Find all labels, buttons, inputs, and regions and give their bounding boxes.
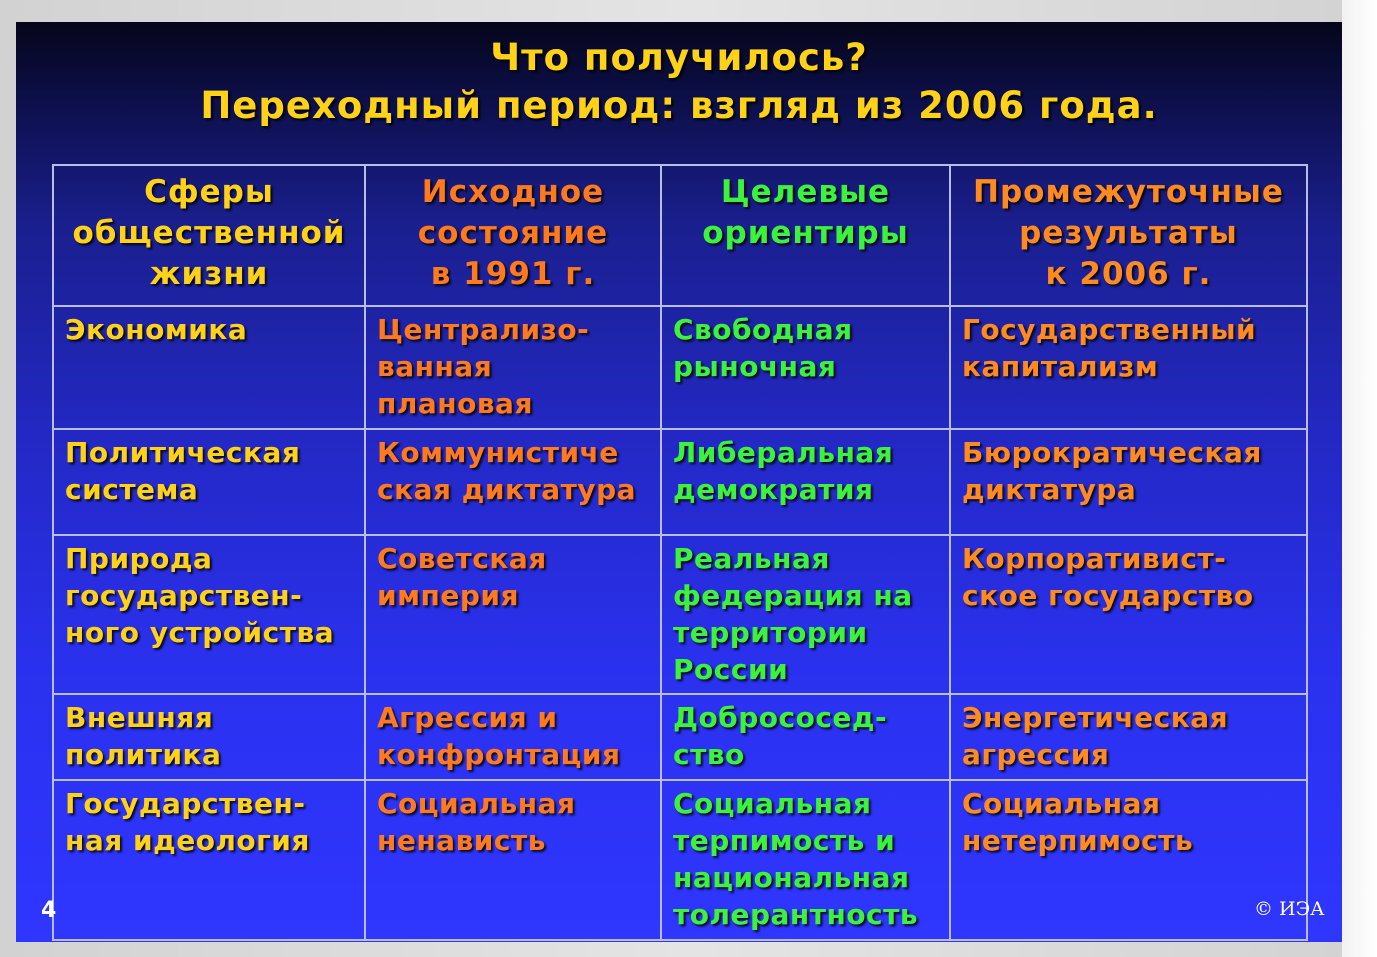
cell-initial: Коммунистиче ская диктатура	[365, 429, 661, 535]
row-label-state-structure: Природа государствен- ного устройства	[53, 535, 365, 694]
cell-target: Свободная рыночная	[661, 306, 950, 429]
slide	[16, 22, 1342, 942]
cell-target: Добрососед- ство	[661, 694, 950, 780]
cell-target: Либеральная демократия	[661, 429, 950, 535]
table-row	[53, 694, 1307, 780]
cell-initial: Социальная ненависть	[365, 780, 661, 940]
cell-result: Бюрократическая диктатура	[950, 429, 1307, 535]
table-header-row	[53, 165, 1307, 306]
row-label-economy: Экономика	[53, 306, 365, 429]
slide-title: Что получилось?	[490, 36, 868, 79]
cell-initial: Централизо- ванная плановая	[365, 306, 661, 429]
row-label-foreign-policy: Внешняя политика	[53, 694, 365, 780]
cell-result: Корпоративист- ское государство	[950, 535, 1307, 694]
cell-target: Социальная терпимость и национальная толерантность	[661, 780, 950, 940]
window-edge	[1342, 0, 1377, 957]
table-row	[53, 429, 1307, 535]
table-row	[53, 306, 1307, 429]
slide-subtitle: Переходный период: взгляд из 2006 года.	[200, 84, 1158, 127]
table-row	[53, 780, 1307, 940]
row-label-political-system: Политическая система	[53, 429, 365, 535]
header-target-goals: Целевые ориентиры	[661, 165, 950, 306]
cell-target: Реальная федерация на территории России	[661, 535, 950, 694]
table-row	[53, 535, 1307, 694]
cell-initial: Агрессия и конфронтация	[365, 694, 661, 780]
header-spheres: Сферы общественной жизни	[53, 165, 365, 306]
copyright-notice: © ИЭА	[1254, 898, 1325, 920]
slide-number: 4	[41, 898, 57, 923]
cell-result: Государственный капитализм	[950, 306, 1307, 429]
cell-result: Социальная нетерпимость	[950, 780, 1307, 940]
cell-initial: Советская империя	[365, 535, 661, 694]
row-label-state-ideology: Государствен- ная идеология	[53, 780, 365, 940]
header-intermediate-results: Промежуточные результаты к 2006 г.	[950, 165, 1307, 306]
header-initial-state: Исходное состояние в 1991 г.	[365, 165, 661, 306]
cell-result: Энергетическая агрессия	[950, 694, 1307, 780]
comparison-table	[52, 164, 1308, 941]
